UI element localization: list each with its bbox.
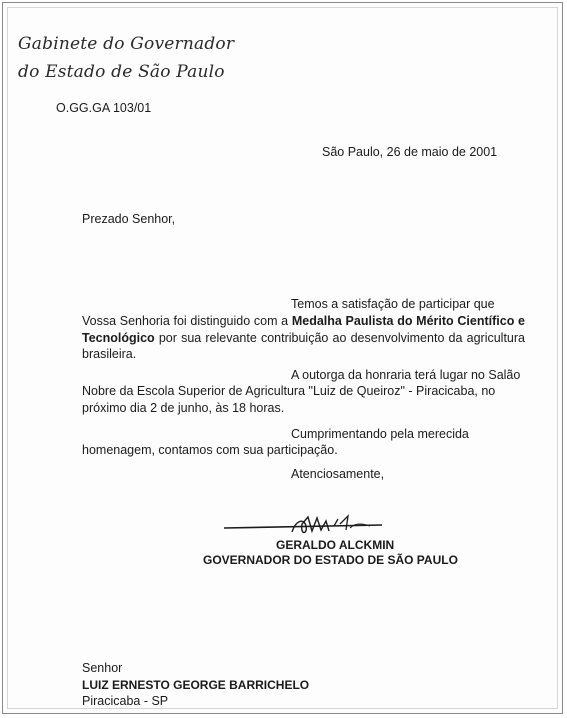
signatory-title: GOVERNADOR DO ESTADO DE SÃO PAULO [203, 553, 458, 567]
medal-name-part-2: Científico e Tecnológico [82, 314, 525, 345]
recipient-name: LUIZ ERNESTO GEORGE BARRICHELO [82, 678, 310, 692]
letter-date: São Paulo, 26 de maio de 2001 [322, 145, 498, 159]
letterhead-line-2: do Estado de São Paulo [18, 62, 225, 82]
closing: Atenciosamente, [291, 467, 385, 481]
signatory-name: GERALDO ALCKMIN [276, 538, 395, 552]
paragraph-1-text-c: agricultura brasileira. [82, 330, 525, 361]
salutation: Prezado Senhor, [82, 212, 176, 226]
recipient-city: Piracicaba - SP [82, 694, 169, 708]
medal-name-part-1: Medalha Paulista do Mérito [291, 314, 454, 328]
paragraph-1-text-b: por sua relevante contribuição ao desenvolvimento da [154, 330, 463, 345]
recipient-salutation: Senhor [82, 661, 123, 675]
paragraph-1-line-1: Temos a satisfação de participar que [291, 297, 495, 311]
paragraph-3-line-1: Cumprimentando pela merecida [291, 427, 469, 441]
letterhead-line-1: Gabinete do Governador [18, 34, 235, 54]
paragraph-3-line-2: homenagem, contamos com sua participação. [82, 443, 338, 457]
reference-number: O.GG.GA 103/01 [56, 101, 152, 115]
paragraph-2-line-2: Nobre da Escola Superior de Agricultura "Luiz de Queiroz" - Piracicaba, no [82, 384, 496, 398]
paragraph-2-line-1: A outorga da honraria terá lugar no Salão [291, 368, 521, 382]
paragraph-1 [82, 313, 525, 363]
paragraph-1-text-a: Vossa Senhoria foi distinguido com a [82, 314, 292, 328]
paragraph-2-line-3: próximo dia 2 de junho, às 18 horas. [82, 401, 285, 415]
